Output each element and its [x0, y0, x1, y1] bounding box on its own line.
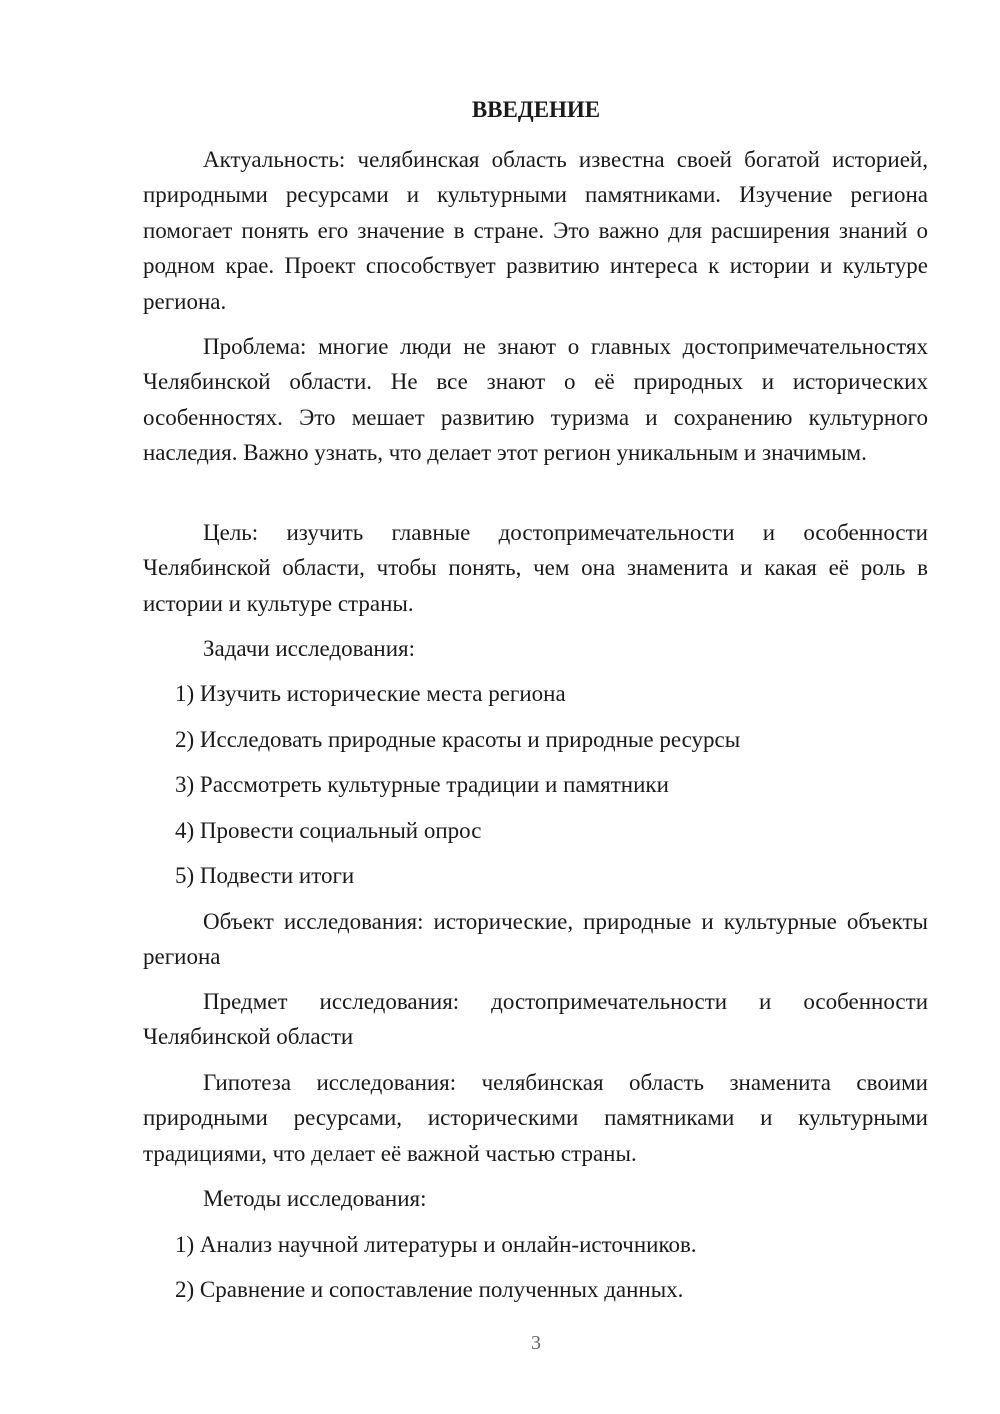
methods-heading: Методы исследования: [203, 1186, 427, 1211]
subject-paragraph: Предмет исследования: достопримечательности и особенности Челябинской области [143, 989, 928, 1050]
page-title: ВВЕДЕНИЕ [471, 97, 601, 122]
problem-paragraph: Проблема: многие люди не знают о главных достопримечательностях Челябинской области. Не все знают о её природных и исторических особенностях. Это мешает развитию туризма и сохранению культурного наследия. Важно узнать, что делает этот регион уникальным и значимым. [143, 334, 928, 466]
task-item-2: 2) Исследовать природные красоты и природные ресурсы [175, 727, 741, 752]
relevance-paragraph: Актуальность: челябинская область известна своей богатой историей, природными ресурсами и культурными памятниками. Изучение региона помогает понять его значение в стране. Это важно для расширения знаний о родном крае. Проект способствует развитию интереса к истории и культуре региона. [143, 147, 928, 314]
method-item-1: 1) Анализ научной литературы и онлайн-источников. [175, 1232, 697, 1257]
task-item-4: 4) Провести социальный опрос [175, 818, 482, 843]
hypothesis-paragraph: Гипотеза исследования: челябинская область знаменита своими природными ресурсами, историческими памятниками и культурными традициями, что делает её важной частью страны. [143, 1070, 928, 1166]
task-item-5: 5) Подвести итоги [175, 863, 355, 888]
task-item-3: 3) Рассмотреть культурные традиции и памятники [175, 772, 669, 797]
method-item-2: 2) Сравнение и сопоставление полученных данных. [175, 1277, 684, 1302]
page-number: 3 [531, 1332, 541, 1354]
tasks-heading: Задачи исследования: [203, 636, 416, 661]
task-item-1: 1) Изучить исторические места региона [175, 681, 566, 706]
goal-paragraph: Цель: изучить главные достопримечательности и особенности Челябинской области, чтобы понять, чем она знаменита и какая её роль в истории и культуре страны. [143, 520, 928, 616]
object-paragraph: Объект исследования: исторические, природные и культурные объекты региона [143, 909, 928, 970]
